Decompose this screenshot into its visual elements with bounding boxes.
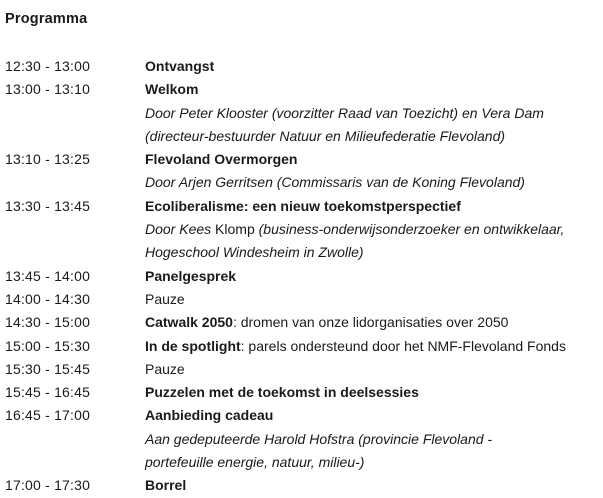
program-row: [5, 474, 597, 497]
program-description-segment: Welkom: [145, 81, 199, 98]
program-description: [145, 148, 597, 171]
program-description-segment: Door Kees: [145, 221, 216, 238]
program-description: [145, 171, 597, 194]
program-description-segment: Borrel: [145, 477, 187, 494]
program-time: 13:10 - 13:25: [5, 151, 91, 168]
program-row: [5, 195, 597, 218]
program-description-segment: portefeuille energie, natuur, milieu-): [145, 454, 365, 471]
program-description-segment: (business-onderwijsonderzoeker en ontwikkelaar,: [258, 221, 565, 238]
program-description: [145, 265, 597, 288]
program-description: [145, 125, 597, 148]
program-time: 15:30 - 15:45: [5, 360, 91, 377]
program-time: 12:30 - 13:00: [5, 58, 91, 74]
program-description-segment: Door Peter Klooster (voorzitter Raad van Toezicht) en Vera Dam: [145, 104, 544, 121]
program-description: [145, 404, 597, 427]
program-description-segment: Door Arjen Gerritsen (Commissaris van de Koning Flevoland): [145, 174, 525, 191]
program-row: [5, 125, 597, 148]
program-time: 17:00 - 17:30: [5, 477, 91, 494]
program-description-segment: : parels ondersteund door het NMF-Flevoland Fonds: [240, 337, 566, 354]
program-description: [145, 218, 597, 241]
program-row: [5, 288, 597, 311]
program-time: 14:30 - 15:00: [5, 314, 91, 331]
program-row: [5, 335, 597, 358]
program-row: [5, 311, 597, 334]
program-description-segment: Aan gedeputeerde Harold Hofstra (provincie Flevoland -: [145, 430, 493, 447]
program-row: [5, 102, 597, 125]
program-description: [145, 78, 597, 101]
program-description: [145, 55, 597, 78]
program-row: [5, 451, 597, 474]
program-description-segment: Hogeschool Windesheim in Zwolle): [145, 244, 364, 261]
program-description-segment: Flevoland Overmorgen: [145, 151, 298, 168]
program-description: [145, 428, 597, 451]
program-description-segment: Pauze: [145, 290, 185, 307]
program-description-segment: Ontvangst: [145, 58, 215, 74]
program-description-segment: (directeur-bestuurder Natuur en Milieufederatie Flevoland): [145, 127, 506, 144]
program-list: [5, 55, 597, 498]
program-time: 15:00 - 15:30: [5, 337, 91, 354]
program-description-segment: In de spotlight: [145, 337, 241, 354]
program-description: [145, 335, 597, 358]
program-description: [145, 474, 597, 497]
program-time: 15:45 - 16:45: [5, 384, 91, 401]
page-title: Programma: [5, 11, 88, 27]
program-time: 14:00 - 14:30: [5, 290, 91, 307]
program-row: [5, 241, 597, 264]
program-description-segment: : dromen van onze lidorganisaties over 2050: [232, 314, 509, 331]
program-description: [145, 381, 597, 404]
program-description-segment: Aanbieding cadeau: [145, 407, 274, 424]
program-description: [145, 241, 597, 264]
program-row: [5, 218, 597, 241]
program-description: [145, 288, 597, 311]
program-description: [145, 195, 597, 218]
program-description-segment: Catwalk 2050: [145, 314, 233, 331]
program-row: [5, 404, 597, 427]
program-description: [145, 358, 597, 381]
program-row: [5, 381, 597, 404]
program-time: 13:45 - 14:00: [5, 267, 91, 284]
program-row: [5, 265, 597, 288]
program-description: [145, 311, 597, 334]
program-description-segment: Ecoliberalisme: een nieuw toekomstperspectief: [145, 197, 461, 214]
program-time: 13:00 - 13:10: [5, 81, 91, 98]
program-row: [5, 148, 597, 171]
program-time: 16:45 - 17:00: [5, 407, 91, 424]
program-description-segment: Pauze: [145, 360, 185, 377]
program-time: 13:30 - 13:45: [5, 197, 91, 214]
program-row: [5, 171, 597, 194]
program-row: [5, 428, 597, 451]
program-row: [5, 55, 597, 78]
program-description-segment: Panelgesprek: [145, 267, 237, 284]
program-row: [5, 358, 597, 381]
program-description: [145, 102, 597, 125]
program-description-segment: Klomp: [215, 221, 259, 238]
program-row: [5, 78, 597, 101]
program-description-segment: Puzzelen met de toekomst in deelsessies: [145, 384, 419, 401]
program-description: [145, 451, 597, 474]
